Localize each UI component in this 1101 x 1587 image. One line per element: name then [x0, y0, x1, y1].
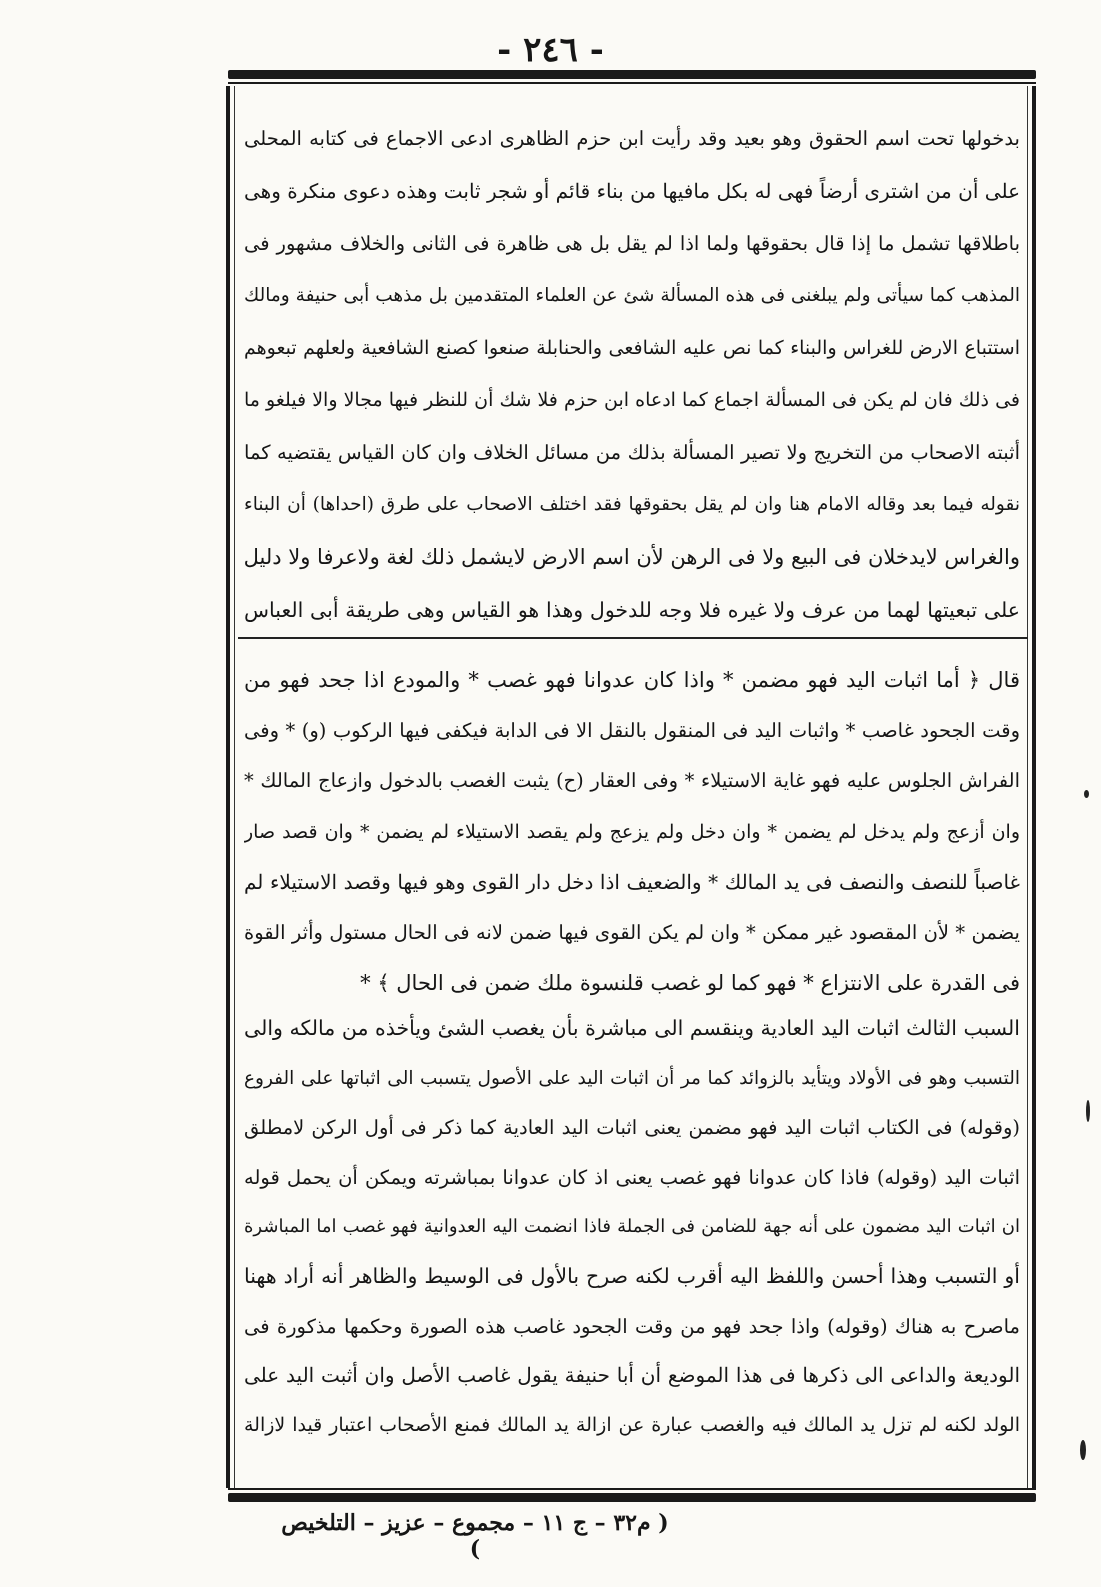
text-line: المذهب كما سيأتى ولم يبلغنى فى هذه المسألة شئ عن العلماء المتقدمين بل مذهب أبى حنيفة ومالك [244, 284, 1020, 306]
text-line: نقوله فيما بعد وقاله الامام هنا وان لم يقل بحقوقها فقد اختلف الاصحاب على طرق (احداها) أن البناء [244, 494, 1020, 516]
footer-reference: ( م٣٢ – ج ١١ – مجموع – عزيز – التلخيص ) [281, 1510, 669, 1562]
text-line: فى ذلك فان لم يكن فى المسألة اجماع كما ادعاه ابن حزم فلا شك أن للنظر فيها مجالا والا فيلغو ما [244, 389, 1020, 412]
scan-speck [1084, 790, 1089, 798]
text-line: والغراس لايدخلان فى البيع ولا فى الرهن لأن اسم الارض لايشمل ذلك لغة ولاعرفا ولا دليل [244, 545, 1020, 570]
text-line: وان أزعج ولم يدخل لم يضمن * وان دخل ولم يزعج ولم يقصد الاستيلاء لم يضمن * وان قصد صار [244, 820, 1020, 843]
text-line: التسبب وهو فى الأولاد ويتأيد بالزوائد كما مر أن اثبات اليد على الأصول يتسبب الى اثباتها على الفروع [244, 1067, 1020, 1089]
text-line: فى القدرة على الانتزاع * فهو كما لو غصب قلنسوة ملك ضمن فى الحال ﴾ * [360, 971, 1020, 995]
text-line: باطلاقها تشمل ما إذا قال بحقوقها ولما اذا لم يقل بل هى ظاهرة فى الثانى والخلاف مشهور فى [244, 231, 1020, 255]
text-line: ماصرح به هناك (وقوله) واذا جحد فهو من وقت الجحود غاصب هذه الصورة وحكمها مذكورة فى [244, 1314, 1020, 1338]
text-line: الولد لكنه لم تزل يد المالك فيه والغصب عبارة عن ازالة يد المالك فمنع الأصحاب اعتبار قيدا لازالة [244, 1413, 1020, 1436]
matn-text [244, 655, 1020, 1009]
text-line: بدخولها تحت اسم الحقوق وهو بعيد وقد رأيت ابن حزم الظاهرى ادعى الاجماع فى كتابه المحلى [244, 127, 1020, 150]
text-line: وقت الجحود غاصب * واثبات اليد فى المنقول بالنقل الا فى الدابة فيكفى فيها الركوب (و) * وفى [244, 718, 1020, 742]
footer-rule-thin [228, 1488, 1036, 1490]
text-line: الفراش الجلوس عليه فهو غاية الاستيلاء * وفى العقار (ح) يثبت الغصب بالدخول وازعاج المالك * [244, 769, 1020, 792]
text-line: (وقوله) فى الكتاب اثبات اليد فهو مضمن يعنى اثبات اليد العادية كما ذكر فى أول الركن لامطلق [244, 1116, 1020, 1140]
text-line: يضمن * لأن المقصود غير ممكن * وان لم يكن القوى فيها ضمن لانه فى الحال مستول وأثر القوة [244, 920, 1020, 944]
text-line: أو التسبب وهذا أحسن واللفظ اليه أقرب لكنه صرح بالأول فى الوسيط والظاهر أنه أراد ههنا [244, 1263, 1020, 1288]
text-line: غاصباً للنصف والنصف فى يد المالك * والضعيف اذا دخل دار القوى وهو فيها وقصد الاستيلاء لم [244, 870, 1020, 894]
page-number: - ٢٤٦ - [497, 30, 604, 70]
text-line: اثبات اليد (وقوله) فاذا كان عدوانا فهو غصب يعنى اذ كان عدوانا بمباشرته ويمكن أن يحمل قوله [244, 1165, 1020, 1189]
text-line: على أن من اشترى أرضاً فهى له بكل مافيها من بناء قائم أو شجر ثابت وهذه دعوى منكرة وهى [244, 179, 1020, 204]
scan-speck [1086, 1100, 1090, 1122]
scan-speck [1080, 1440, 1086, 1460]
text-line: ان اثبات اليد مضمون على أنه جهة للضامن فى الجملة فاذا انضمت اليه العدوانية فهو غصب اما المباشرة [244, 1216, 1020, 1238]
commentary-bottom [244, 1004, 1020, 1450]
text-line: الوديعة والداعى الى ذكرها فى هذا الموضع أن أبا حنيفة يقول غاصب الأصل وان أثبت اليد على [244, 1363, 1020, 1388]
header-rule-thick [228, 70, 1036, 79]
text-line: على تبعيتها لهما من عرف ولا غيره فلا وجه للدخول وهذا هو القياس وهى طريقة أبى العباس [244, 597, 1020, 622]
text-line: أثبته الاصحاب من التخريج ولا تصير المسألة بذلك من مسائل الخلاف وان كان القياس يقتضيه كما [244, 440, 1020, 464]
text-line: السبب الثالث اثبات اليد العادية وينقسم الى مباشرة بأن يغصب الشئ ويأخذه من مالكه والى [244, 1016, 1020, 1040]
footer-rule-thick [228, 1493, 1036, 1502]
header-rule-thin [228, 82, 1036, 84]
text-line: استتباع الارض للغراس والبناء كما نص عليه الشافعى والحنابلة صنعوا كصنع الشافعية ولعلهم تبعوهم [244, 337, 1020, 360]
text-line: قال ﴿ أما اثبات اليد فهو مضمن * واذا كان عدوانا فهو غصب * والمودع اذا جحد فهو من [244, 668, 1020, 692]
commentary-top [244, 113, 1020, 636]
section-divider [238, 637, 1028, 639]
